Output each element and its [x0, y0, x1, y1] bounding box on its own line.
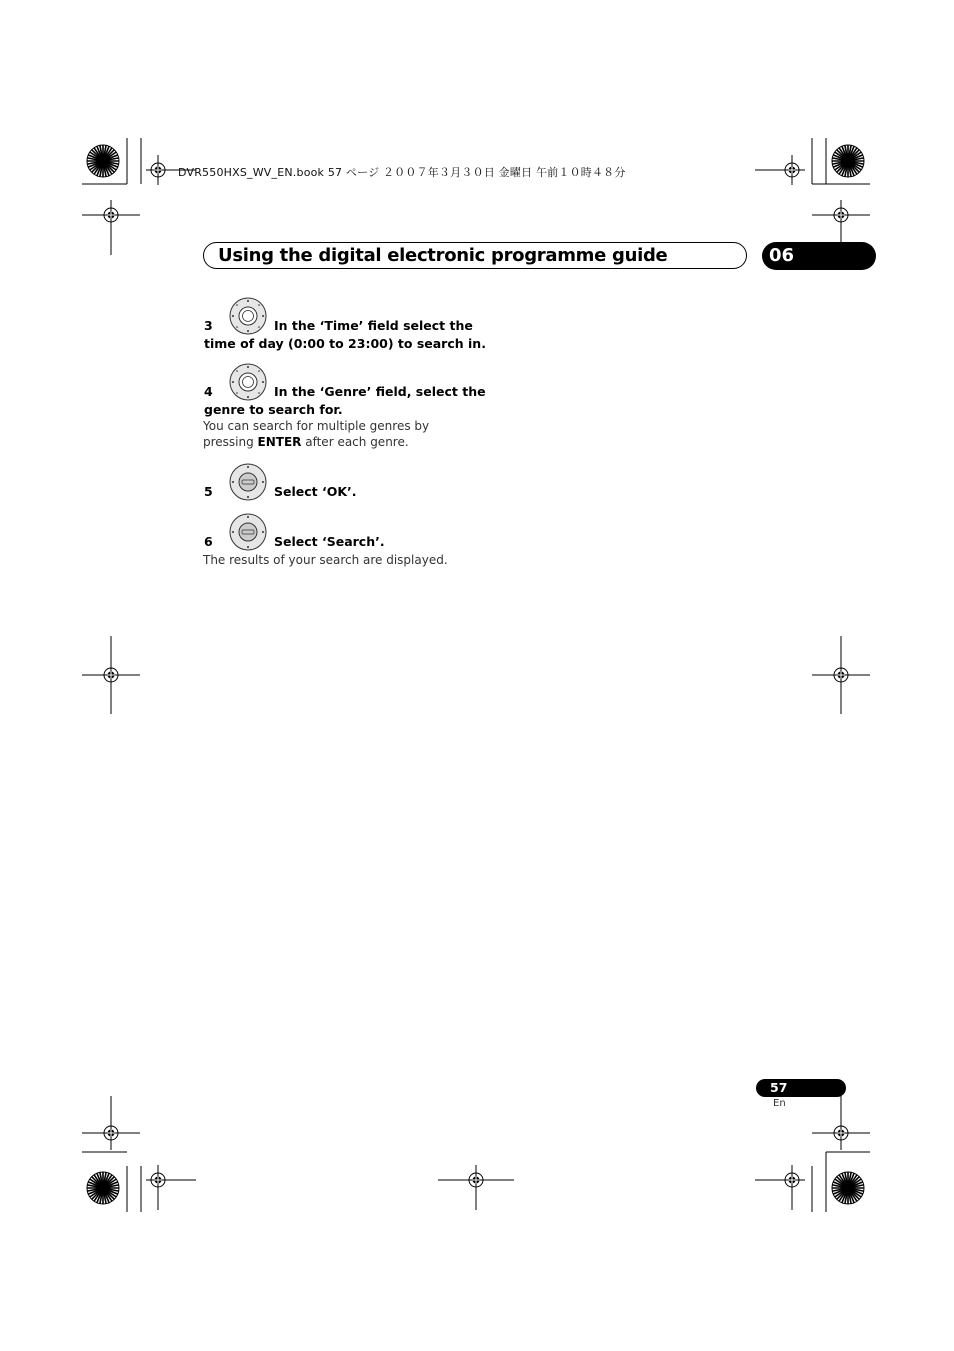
step-number: 4	[204, 384, 213, 399]
chapter-number: 06	[769, 245, 795, 266]
step-note-text: after each genre.	[301, 435, 409, 449]
page-number-tab	[756, 1079, 846, 1097]
step-note-text: pressing	[203, 435, 258, 449]
step-number: 5	[204, 484, 213, 499]
section-title-bar	[203, 242, 747, 269]
enter-button-icon	[228, 462, 268, 502]
step-heading: Select ‘Search’.	[274, 534, 385, 549]
page-language: En	[773, 1098, 786, 1109]
step-heading-continued: time of day (0:00 to 23:00) to search in.	[204, 336, 486, 351]
multi-direction-pad-icon	[228, 362, 268, 402]
step-heading-continued: genre to search for.	[204, 402, 343, 417]
multi-direction-pad-icon	[228, 296, 268, 336]
step-heading: Select ‘OK’.	[274, 484, 357, 499]
step-heading: In the ‘Genre’ field, select the	[274, 384, 486, 399]
step-note-continued	[203, 434, 409, 450]
step-heading: In the ‘Time’ field select the	[274, 318, 473, 333]
enter-button-icon	[228, 512, 268, 552]
step-number: 6	[204, 534, 213, 549]
step-note: You can search for multiple genres by	[203, 419, 430, 433]
step-note: The results of your search are displayed.	[203, 553, 448, 567]
section-title: Using the digital electronic programme guide	[218, 245, 668, 266]
chapter-tab	[762, 242, 876, 270]
print-slug-header: DVR550HXS_WV_EN.book 57 ページ ２００７年３月３０日 金曜日 午前１０時４８分	[178, 166, 626, 179]
step-number: 3	[204, 318, 213, 333]
enter-key-label: ENTER	[257, 435, 302, 449]
page-number: 57	[770, 1080, 788, 1095]
